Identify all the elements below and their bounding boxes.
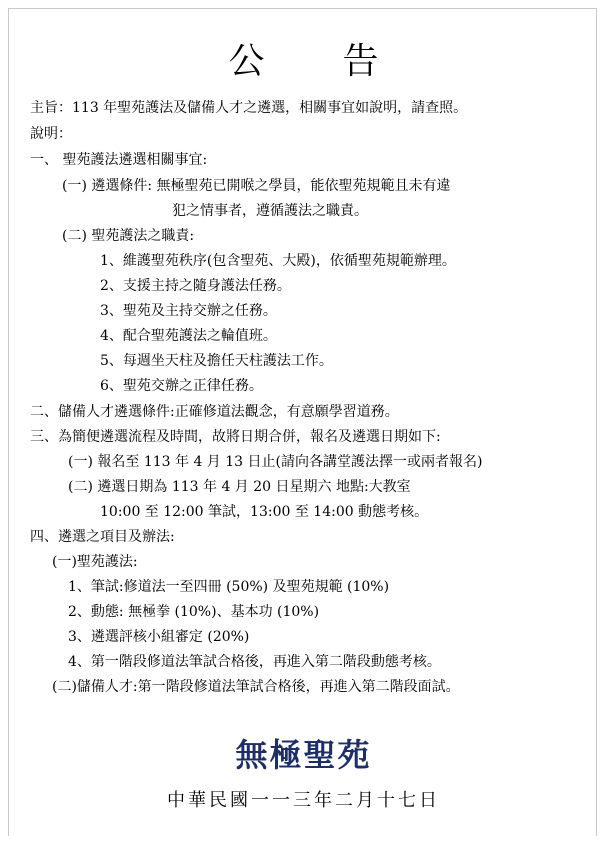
section-1-heading: 一、 聖苑護法遴選相關事宜: (30, 152, 208, 168)
duty-2: 2、支援主持之隨身護法任務。 (100, 278, 291, 294)
criteria-4: 4、第一階段修道法筆試合格後，再進入第二階段動態考核。 (68, 654, 441, 670)
section-2-heading: 二、儲備人才遴選條件:正確修道法觀念，有意願學習道務。 (30, 404, 399, 420)
page-border (8, 8, 597, 836)
page-title: 公告 (228, 41, 457, 82)
section-4-item-2: (二)儲備人才:第一階段修道法筆試合格後，再進入第二階段面試。 (52, 679, 460, 695)
explanation-label: 說明： (30, 126, 72, 142)
section-4-heading: 四、遴選之項目及辦法: (30, 529, 175, 545)
section-3-item-1: (一) 報名至 113 年 4 月 13 日止(請向各講堂護法擇一或兩者報名) (68, 454, 483, 470)
criteria-3: 3、遴選評核小組審定 (20%) (68, 629, 250, 645)
criteria-1: 1、筆試:修道法一至四冊 (50%) 及聖苑規範 (10%) (68, 579, 390, 595)
section-1-item-1-cont: 犯之情事者，遵循護法之職責。 (172, 203, 368, 219)
section-3-item-2-cont: 10:00 至 12:00 筆試，13:00 至 14:00 動態考核。 (100, 504, 429, 520)
section-1-item-1: (一) 遴選條件: 無極聖苑已開喉之學員，能依聖苑規範且未有違 (62, 178, 451, 194)
section-1-item-2: (二) 聖苑護法之職責: (62, 228, 195, 244)
section-4-item-1: (一)聖苑護法: (52, 554, 138, 570)
signature: 無極聖苑 (235, 736, 372, 774)
duty-5: 5、每週坐天柱及擔任天柱護法工作。 (100, 353, 333, 369)
criteria-2: 2、動態: 無極拳 (10%)、基本功 (10%) (68, 604, 320, 620)
duty-3: 3、聖苑及主持交辦之任務。 (100, 303, 277, 319)
issue-date: 中華民國一一三年二月十七日 (167, 790, 440, 811)
duty-4: 4、配合聖苑護法之輪值班。 (100, 328, 277, 344)
subject-line: 主旨：113 年聖苑護法及儲備人才之遴選，相關事宜如說明，請查照。 (30, 100, 468, 116)
section-3-heading: 三、為簡便遴選流程及時間，故將日期合併，報名及遴選日期如下: (30, 429, 441, 445)
duty-1: 1、維護聖苑秩序(包含聖苑、大殿)，依循聖苑規範辦理。 (100, 253, 456, 269)
section-3-item-2: (二) 遴選日期為 113 年 4 月 20 日星期六 地點:大教室 (68, 479, 411, 495)
duty-6: 6、聖苑交辦之正律任務。 (100, 378, 263, 394)
